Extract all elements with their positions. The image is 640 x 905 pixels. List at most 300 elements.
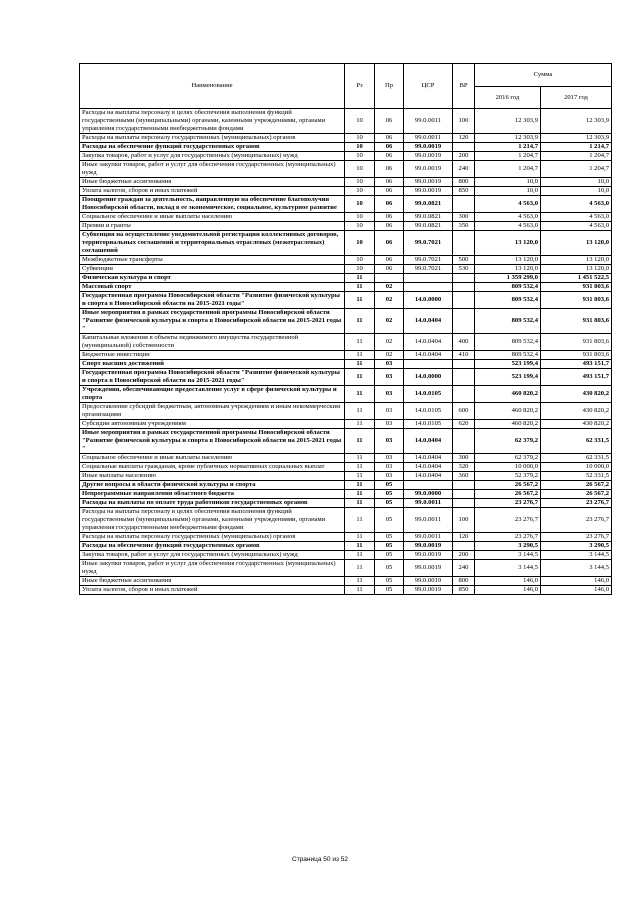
table-row — [80, 231, 612, 256]
row-rz-cell: 11 — [345, 586, 375, 595]
row-vr-cell — [453, 360, 475, 369]
row-sum-2017-cell: 931 803,6 — [541, 292, 612, 309]
row-pr-cell: 05 — [375, 533, 404, 542]
row-csr-cell: 99.0.0821 — [404, 213, 453, 222]
table-row — [80, 222, 612, 231]
row-rz-cell: 10 — [345, 143, 375, 152]
row-sum-2016-cell: 809 532,4 — [475, 283, 541, 292]
row-rz-cell: 10 — [345, 231, 375, 256]
row-vr-cell: 300 — [453, 213, 475, 222]
row-vr-cell — [453, 231, 475, 256]
row-name-cell: Иные бюджетные ассигнования — [80, 178, 345, 187]
row-pr-cell: 06 — [375, 143, 404, 152]
row-sum-2017-cell: 430 820,2 — [541, 403, 612, 420]
row-pr-cell: 06 — [375, 161, 404, 178]
row-name-cell: Иные мероприятия в рамках государственной программы Новосибирской области "Развитие физической культуры и спорта в Новосибирской области на 2015-2021 годы " — [80, 429, 345, 454]
row-sum-2016-cell: 1 204,7 — [475, 152, 541, 161]
row-pr-cell — [375, 274, 404, 283]
row-vr-cell: 620 — [453, 420, 475, 429]
row-sum-2017-cell: 3 144,5 — [541, 560, 612, 577]
row-pr-cell: 02 — [375, 283, 404, 292]
row-csr-cell: 14.0.0404 — [404, 309, 453, 334]
table-row — [80, 143, 612, 152]
row-pr-cell: 03 — [375, 454, 404, 463]
table-row — [80, 386, 612, 403]
row-sum-2016-cell: 13 120,0 — [475, 265, 541, 274]
row-sum-2016-cell: 523 199,4 — [475, 360, 541, 369]
row-pr-cell: 05 — [375, 577, 404, 586]
table-row — [80, 152, 612, 161]
row-name-cell: Поощрение граждан за деятельность, направленную на обеспечение благополучия Новосибирской области, вклад в ее экономическое, социальное, культурное развитие — [80, 196, 345, 213]
row-sum-2016-cell: 23 276,7 — [475, 499, 541, 508]
table-row — [80, 161, 612, 178]
row-vr-cell — [453, 196, 475, 213]
row-sum-2016-cell: 23 276,7 — [475, 533, 541, 542]
row-vr-cell: 200 — [453, 152, 475, 161]
row-name-cell: Спорт высших достижений — [80, 360, 345, 369]
table-row — [80, 403, 612, 420]
row-rz-cell: 11 — [345, 386, 375, 403]
row-name-cell: Учреждения, обеспечивающие предоставление услуг в сфере физической культуры и спорта — [80, 386, 345, 403]
row-sum-2017-cell: 23 276,7 — [541, 508, 612, 533]
row-name-cell: Бюджетные инвестиции — [80, 351, 345, 360]
row-name-cell: Непрограммные направления областного бюджета — [80, 490, 345, 499]
row-pr-cell: 03 — [375, 369, 404, 386]
row-sum-2017-cell: 13 120,0 — [541, 265, 612, 274]
row-pr-cell: 03 — [375, 472, 404, 481]
row-vr-cell: 600 — [453, 403, 475, 420]
row-rz-cell: 11 — [345, 309, 375, 334]
row-name-cell: Закупка товаров, работ и услуг для государственных (муниципальных) нужд — [80, 152, 345, 161]
row-sum-2016-cell: 4 563,0 — [475, 196, 541, 213]
row-csr-cell: 14.0.0404 — [404, 334, 453, 351]
row-vr-cell: 120 — [453, 533, 475, 542]
row-name-cell: Государственная программа Новосибирской области "Развитие физической культуры и спорта в Новосибирской области на 2015-2021 годы" — [80, 369, 345, 386]
row-csr-cell: 99.0.0000 — [404, 490, 453, 499]
row-sum-2016-cell: 12 303,9 — [475, 134, 541, 143]
row-pr-cell: 06 — [375, 231, 404, 256]
row-pr-cell: 06 — [375, 256, 404, 265]
table-row — [80, 463, 612, 472]
row-csr-cell: 14.0.0404 — [404, 454, 453, 463]
table-row — [80, 429, 612, 454]
row-csr-cell: 99.0.0019 — [404, 143, 453, 152]
row-sum-2016-cell: 10,0 — [475, 178, 541, 187]
row-vr-cell: 240 — [453, 161, 475, 178]
row-pr-cell: 05 — [375, 499, 404, 508]
table-row — [80, 560, 612, 577]
row-sum-2017-cell: 3 144,5 — [541, 551, 612, 560]
table-row — [80, 196, 612, 213]
row-pr-cell: 06 — [375, 265, 404, 274]
row-vr-cell: 360 — [453, 472, 475, 481]
row-rz-cell: 10 — [345, 196, 375, 213]
row-sum-2017-cell: 3 290,5 — [541, 542, 612, 551]
row-rz-cell: 11 — [345, 508, 375, 533]
row-vr-cell: 850 — [453, 187, 475, 196]
row-sum-2016-cell: 460 820,2 — [475, 403, 541, 420]
table-row — [80, 420, 612, 429]
row-pr-cell: 03 — [375, 403, 404, 420]
row-rz-cell: 10 — [345, 134, 375, 143]
row-sum-2016-cell: 809 532,4 — [475, 292, 541, 309]
row-pr-cell: 06 — [375, 152, 404, 161]
row-csr-cell: 99.0.0019 — [404, 551, 453, 560]
row-csr-cell: 99.0.0011 — [404, 533, 453, 542]
row-sum-2016-cell: 10 000,0 — [475, 463, 541, 472]
table-row — [80, 351, 612, 360]
row-csr-cell: 99.0.0019 — [404, 178, 453, 187]
table-row — [80, 508, 612, 533]
row-sum-2016-cell: 146,0 — [475, 586, 541, 595]
column-header-rz: Рз — [345, 64, 375, 109]
row-rz-cell: 11 — [345, 292, 375, 309]
row-csr-cell: 14.0.0105 — [404, 386, 453, 403]
row-sum-2017-cell: 4 563,0 — [541, 222, 612, 231]
row-vr-cell: 850 — [453, 586, 475, 595]
row-pr-cell: 05 — [375, 481, 404, 490]
row-pr-cell: 03 — [375, 463, 404, 472]
row-sum-2017-cell: 10,0 — [541, 178, 612, 187]
column-header-sum: Сумма — [475, 64, 612, 87]
row-name-cell: Социальное обеспечение и иные выплаты населению — [80, 213, 345, 222]
row-vr-cell: 120 — [453, 134, 475, 143]
row-vr-cell: 100 — [453, 109, 475, 134]
row-pr-cell: 05 — [375, 586, 404, 595]
row-pr-cell: 05 — [375, 560, 404, 577]
row-csr-cell: 99.0.0821 — [404, 196, 453, 213]
row-rz-cell: 10 — [345, 152, 375, 161]
table-row — [80, 292, 612, 309]
table-row — [80, 499, 612, 508]
table-row — [80, 256, 612, 265]
row-csr-cell: 14.0.0404 — [404, 351, 453, 360]
row-name-cell: Государственная программа Новосибирской области "Развитие физической культуры и спорта в Новосибирской области на 2015-2021 годы" — [80, 292, 345, 309]
row-sum-2016-cell: 23 276,7 — [475, 508, 541, 533]
table-row — [80, 472, 612, 481]
row-csr-cell: 99.0.0019 — [404, 187, 453, 196]
row-vr-cell — [453, 429, 475, 454]
row-name-cell: Предоставление субсидий бюджетным, автономным учреждениям и иным некоммерческим организациям — [80, 403, 345, 420]
row-rz-cell: 11 — [345, 577, 375, 586]
row-vr-cell: 320 — [453, 463, 475, 472]
row-sum-2016-cell: 146,0 — [475, 577, 541, 586]
row-sum-2016-cell: 13 120,0 — [475, 256, 541, 265]
row-sum-2017-cell: 23 276,7 — [541, 499, 612, 508]
row-sum-2017-cell: 931 803,6 — [541, 334, 612, 351]
row-sum-2017-cell: 931 803,6 — [541, 351, 612, 360]
row-name-cell: Социальное обеспечение и иные выплаты населению — [80, 454, 345, 463]
row-csr-cell: 99.0.0011 — [404, 508, 453, 533]
row-sum-2017-cell: 13 120,0 — [541, 231, 612, 256]
row-name-cell: Закупка товаров, работ и услуг для государственных (муниципальных) нужд — [80, 551, 345, 560]
budget-document — [79, 63, 611, 595]
row-csr-cell: 14.0.0105 — [404, 403, 453, 420]
row-csr-cell — [404, 481, 453, 490]
row-csr-cell: 14.0.0105 — [404, 420, 453, 429]
row-rz-cell: 11 — [345, 334, 375, 351]
row-vr-cell: 410 — [453, 351, 475, 360]
row-name-cell: Иные бюджетные ассигнования — [80, 577, 345, 586]
row-name-cell: Массовый спорт — [80, 283, 345, 292]
table-row — [80, 178, 612, 187]
row-pr-cell: 02 — [375, 309, 404, 334]
table-row — [80, 187, 612, 196]
row-csr-cell: 99.0.0011 — [404, 499, 453, 508]
row-csr-cell — [404, 283, 453, 292]
row-sum-2016-cell: 12 303,9 — [475, 109, 541, 134]
row-rz-cell: 11 — [345, 420, 375, 429]
column-header-vr: ВР — [453, 64, 475, 109]
row-name-cell: Иные закупки товаров, работ и услуг для обеспечения государственных (муниципальных) нужд — [80, 161, 345, 178]
row-csr-cell: 14.0.0404 — [404, 429, 453, 454]
table-row — [80, 213, 612, 222]
table-row — [80, 109, 612, 134]
row-sum-2016-cell: 460 820,2 — [475, 420, 541, 429]
table-row — [80, 481, 612, 490]
row-sum-2017-cell: 1 204,7 — [541, 152, 612, 161]
row-sum-2016-cell: 809 532,4 — [475, 351, 541, 360]
row-sum-2016-cell: 26 567,2 — [475, 490, 541, 499]
row-csr-cell: 99.0.0019 — [404, 577, 453, 586]
row-sum-2016-cell: 523 199,4 — [475, 369, 541, 386]
row-rz-cell: 11 — [345, 403, 375, 420]
row-vr-cell: 800 — [453, 178, 475, 187]
row-rz-cell: 11 — [345, 463, 375, 472]
row-rz-cell: 11 — [345, 551, 375, 560]
row-rz-cell: 11 — [345, 472, 375, 481]
row-vr-cell — [453, 481, 475, 490]
row-vr-cell: 100 — [453, 508, 475, 533]
column-header-csr: ЦСР — [404, 64, 453, 109]
row-pr-cell: 06 — [375, 222, 404, 231]
row-vr-cell — [453, 499, 475, 508]
row-vr-cell — [453, 283, 475, 292]
row-sum-2016-cell: 13 120,0 — [475, 231, 541, 256]
row-csr-cell: 99.0.0019 — [404, 560, 453, 577]
row-csr-cell: 99.0.0011 — [404, 109, 453, 134]
row-sum-2016-cell: 62 379,2 — [475, 454, 541, 463]
row-rz-cell: 11 — [345, 360, 375, 369]
row-sum-2017-cell: 26 567,2 — [541, 481, 612, 490]
row-vr-cell: 350 — [453, 222, 475, 231]
row-vr-cell — [453, 369, 475, 386]
row-sum-2016-cell: 460 820,2 — [475, 386, 541, 403]
row-sum-2017-cell: 430 820,2 — [541, 386, 612, 403]
row-rz-cell: 10 — [345, 222, 375, 231]
row-csr-cell: 14.0.0000 — [404, 369, 453, 386]
row-rz-cell: 11 — [345, 369, 375, 386]
row-pr-cell: 03 — [375, 420, 404, 429]
column-header-name: Наименование — [80, 64, 345, 109]
row-rz-cell: 10 — [345, 256, 375, 265]
table-body — [80, 109, 612, 595]
row-csr-cell: 99.0.0019 — [404, 152, 453, 161]
row-rz-cell: 11 — [345, 454, 375, 463]
row-sum-2017-cell: 26 567,2 — [541, 490, 612, 499]
table-row — [80, 309, 612, 334]
row-name-cell: Расходы на выплаты персоналу в целях обеспечения выполнения функций государственными (муниципальными) органами, казенными учреждениями, органами управления государственными внебюджетными фондами — [80, 508, 345, 533]
row-vr-cell: 800 — [453, 577, 475, 586]
row-vr-cell: 500 — [453, 256, 475, 265]
row-rz-cell: 11 — [345, 481, 375, 490]
row-sum-2017-cell: 493 151,7 — [541, 360, 612, 369]
row-sum-2016-cell: 62 379,2 — [475, 429, 541, 454]
row-sum-2016-cell: 4 563,0 — [475, 213, 541, 222]
row-pr-cell: 06 — [375, 178, 404, 187]
row-rz-cell: 11 — [345, 560, 375, 577]
column-header-year-2017: 2017 год — [541, 87, 612, 109]
row-name-cell: Иные выплаты населению — [80, 472, 345, 481]
row-csr-cell: 99.0.7021 — [404, 256, 453, 265]
row-rz-cell: 11 — [345, 499, 375, 508]
row-vr-cell — [453, 309, 475, 334]
table-row — [80, 360, 612, 369]
row-pr-cell: 06 — [375, 196, 404, 213]
row-pr-cell: 02 — [375, 351, 404, 360]
row-sum-2017-cell: 62 331,5 — [541, 429, 612, 454]
row-sum-2017-cell: 52 331,5 — [541, 472, 612, 481]
row-pr-cell: 05 — [375, 542, 404, 551]
row-name-cell: Расходы на выплаты персоналу в целях обеспечения выполнения функций государственными (муниципальными) органами, казенными учреждениями, органами управления государственными внебюджетными фондами — [80, 109, 345, 134]
row-rz-cell: 10 — [345, 109, 375, 134]
row-name-cell: Уплата налогов, сборов и иных платежей — [80, 586, 345, 595]
row-sum-2017-cell: 10 000,0 — [541, 463, 612, 472]
row-pr-cell: 06 — [375, 187, 404, 196]
row-rz-cell: 11 — [345, 283, 375, 292]
row-vr-cell: 240 — [453, 560, 475, 577]
row-sum-2016-cell: 3 144,5 — [475, 560, 541, 577]
row-pr-cell: 06 — [375, 134, 404, 143]
row-rz-cell: 10 — [345, 161, 375, 178]
row-csr-cell: 14.0.0000 — [404, 292, 453, 309]
row-name-cell: Межбюджетные трансферты — [80, 256, 345, 265]
row-sum-2016-cell: 4 563,0 — [475, 222, 541, 231]
table-row — [80, 283, 612, 292]
row-vr-cell: 200 — [453, 551, 475, 560]
row-sum-2017-cell: 4 563,0 — [541, 213, 612, 222]
row-csr-cell: 99.0.0019 — [404, 542, 453, 551]
row-pr-cell: 06 — [375, 213, 404, 222]
row-sum-2017-cell: 146,0 — [541, 577, 612, 586]
row-pr-cell: 03 — [375, 429, 404, 454]
row-name-cell: Расходы на обеспечение функций государственных органов — [80, 542, 345, 551]
row-vr-cell: 300 — [453, 454, 475, 463]
table-row — [80, 369, 612, 386]
row-sum-2017-cell: 430 820,2 — [541, 420, 612, 429]
row-name-cell: Субсидии автономным учреждениям — [80, 420, 345, 429]
row-sum-2017-cell: 931 803,6 — [541, 309, 612, 334]
page-number: Страница 50 из 52 — [292, 856, 348, 863]
table-row — [80, 134, 612, 143]
row-csr-cell: 99.0.0821 — [404, 222, 453, 231]
row-sum-2016-cell: 1 214,7 — [475, 143, 541, 152]
row-csr-cell: 14.0.0404 — [404, 463, 453, 472]
row-pr-cell: 02 — [375, 292, 404, 309]
row-csr-cell: 99.0.7021 — [404, 265, 453, 274]
row-name-cell: Иные мероприятия в рамках государственной программы Новосибирской области "Развитие физической культуры и спорта в Новосибирской области на 2015-2021 годы " — [80, 309, 345, 334]
row-sum-2016-cell: 10,0 — [475, 187, 541, 196]
row-name-cell: Расходы на выплаты персоналу государственных (муниципальных) органов — [80, 533, 345, 542]
row-rz-cell: 10 — [345, 178, 375, 187]
row-vr-cell — [453, 490, 475, 499]
row-rz-cell: 10 — [345, 265, 375, 274]
row-name-cell: Капитальные вложения в объекты недвижимого имущества государственной (муниципальной) собственности — [80, 334, 345, 351]
row-name-cell: Социальные выплаты гражданам, кроме публичных нормативных социальных выплат — [80, 463, 345, 472]
row-sum-2017-cell: 10,0 — [541, 187, 612, 196]
row-pr-cell: 05 — [375, 508, 404, 533]
row-sum-2017-cell: 146,0 — [541, 586, 612, 595]
row-sum-2017-cell: 931 803,6 — [541, 283, 612, 292]
row-sum-2016-cell: 809 532,4 — [475, 334, 541, 351]
row-pr-cell: 03 — [375, 386, 404, 403]
row-csr-cell: 99.0.7021 — [404, 231, 453, 256]
row-rz-cell: 11 — [345, 542, 375, 551]
row-sum-2017-cell: 23 276,7 — [541, 533, 612, 542]
column-header-pr: Пр — [375, 64, 404, 109]
table-row — [80, 490, 612, 499]
row-sum-2016-cell: 26 567,2 — [475, 481, 541, 490]
row-sum-2017-cell: 62 331,5 — [541, 454, 612, 463]
table-row — [80, 542, 612, 551]
row-name-cell: Субвенция на осуществление уведомительной регистрации коллективных договоров, территориальных соглашений и территориальных отраслевых (межотраслевых) соглашений — [80, 231, 345, 256]
row-pr-cell: 02 — [375, 334, 404, 351]
column-header-year-2016: 2016 год — [475, 87, 541, 109]
row-csr-cell — [404, 274, 453, 283]
table-row — [80, 265, 612, 274]
row-sum-2017-cell: 13 120,0 — [541, 256, 612, 265]
budget-table — [79, 63, 612, 595]
row-rz-cell: 11 — [345, 429, 375, 454]
row-rz-cell: 11 — [345, 351, 375, 360]
row-sum-2017-cell: 12 303,9 — [541, 109, 612, 134]
row-sum-2016-cell: 3 290,5 — [475, 542, 541, 551]
row-sum-2016-cell: 809 532,4 — [475, 309, 541, 334]
row-csr-cell: 99.0.0019 — [404, 586, 453, 595]
row-name-cell: Расходы на выплаты персоналу государственных (муниципальных) органов — [80, 134, 345, 143]
row-vr-cell — [453, 292, 475, 309]
row-rz-cell: 11 — [345, 490, 375, 499]
row-name-cell: Физическая культура и спорт — [80, 274, 345, 283]
row-sum-2016-cell: 52 379,2 — [475, 472, 541, 481]
row-csr-cell: 14.0.0404 — [404, 472, 453, 481]
row-pr-cell: 06 — [375, 109, 404, 134]
row-vr-cell: 400 — [453, 334, 475, 351]
row-name-cell: Премии и гранты — [80, 222, 345, 231]
table-row — [80, 551, 612, 560]
row-pr-cell: 05 — [375, 490, 404, 499]
table-header — [80, 64, 612, 109]
row-sum-2017-cell: 1 204,7 — [541, 161, 612, 178]
row-name-cell: Расходы на обеспечение функций государственных органов — [80, 143, 345, 152]
row-rz-cell: 11 — [345, 274, 375, 283]
table-row — [80, 586, 612, 595]
table-row — [80, 533, 612, 542]
row-rz-cell: 10 — [345, 187, 375, 196]
table-row — [80, 274, 612, 283]
row-vr-cell — [453, 274, 475, 283]
row-sum-2017-cell: 12 303,9 — [541, 134, 612, 143]
row-name-cell: Другие вопросы в области физической культуры и спорта — [80, 481, 345, 490]
table-row — [80, 577, 612, 586]
row-name-cell: Субвенции — [80, 265, 345, 274]
row-sum-2016-cell: 3 144,5 — [475, 551, 541, 560]
row-vr-cell — [453, 143, 475, 152]
row-name-cell: Расходы на выплаты по оплате труда работников государственных органов — [80, 499, 345, 508]
row-sum-2017-cell: 1 214,7 — [541, 143, 612, 152]
row-vr-cell — [453, 386, 475, 403]
row-csr-cell — [404, 360, 453, 369]
